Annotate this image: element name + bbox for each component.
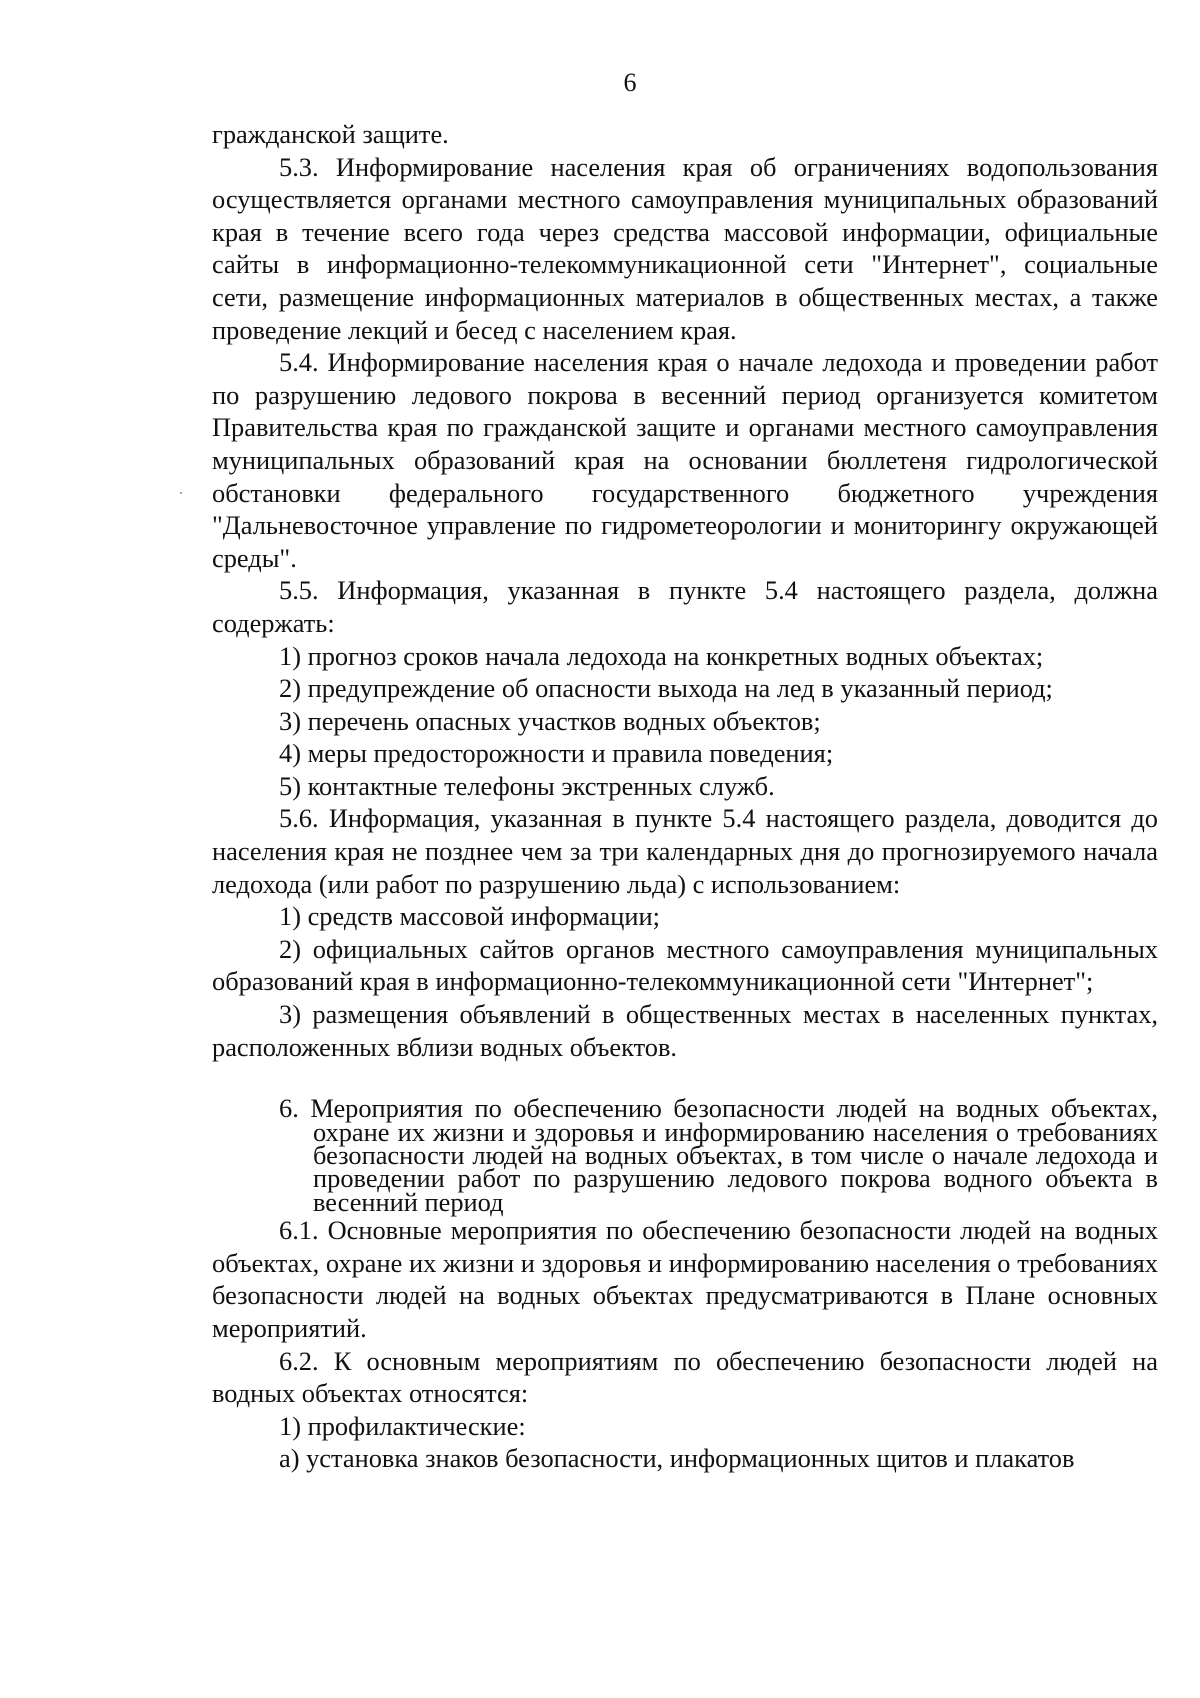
list-item-5-6-2: 2) официальных сайтов органов местного самоуправления муниципальных образований края в информационно-телекоммуникационной сети "Интернет"; <box>212 933 1158 997</box>
list-item-5-5-4: 4) меры предосторожности и правила поведения; <box>279 738 834 769</box>
list-item-6-2-1-a: а) установка знаков безопасности, информационных щитов и плакатов <box>279 1443 1075 1474</box>
scan-speck <box>180 492 182 494</box>
page-number: 6 <box>623 68 637 97</box>
paragraph-5-5: 5.5. Информация, указанная в пункте 5.4 настоящего раздела, должна содержать: <box>212 575 1158 638</box>
paragraph-6-1: 6.1. Основные мероприятия по обеспечению безопасности людей на водных объектах, охране их жизни и здоровья и информированию населения о требованиях безопасности людей на водных объектах предусматриваются в Плане основных мероприятий. <box>212 1215 1158 1344</box>
document-body <box>212 118 1158 1475</box>
paragraph-5-6: 5.6. Информация, указанная в пункте 5.4 настоящего раздела, доводится до населения края не позднее чем за три календарных дня до прогнозируемого начала ледохода (или работ по разрушению льда) с использованием: <box>212 803 1158 899</box>
list-item-5-6-3: 3) размещения объявлений в общественных местах в населенных пунктах, расположенных вблизи водных объектов. <box>212 999 1158 1062</box>
section-6-heading: 6. Мероприятия по обеспечению безопасности людей на водных объектах, охране их жизни и здоровья и информированию населения о требованиях безопасности людей на водных объектах, в том числе о начале ледохода и проведении работ по разрушению ледового покрова водного объекта в весенний период <box>279 1093 1158 1217</box>
paragraph-6-2: 6.2. К основным мероприятиям по обеспечению безопасности людей на водных объектах относятся: <box>212 1345 1158 1409</box>
section-spacer <box>212 1063 1158 1097</box>
list-item-5-5-2: 2) предупреждение об опасности выхода на лед в указанный период; <box>279 673 1053 704</box>
list-item-6-2-1: 1) профилактические: <box>279 1410 526 1441</box>
paragraph-5-3: 5.3. Информирование населения края об ограничениях водопользования осуществляется органами местного самоуправления муниципальных образований края в течение всего года через средства массовой информации, официальные сайты в информационно-телекоммуникационной сети "Интернет", социальные сети, размещение информационных материалов в общественных местах, а также проведение лекций и бесед с населением края. <box>212 151 1158 345</box>
paragraph-continuation: гражданской защите. <box>212 119 449 149</box>
list-item-5-5-1: 1) прогноз сроков начала ледохода на конкретных водных объектах; <box>279 640 1044 671</box>
paragraph-5-4: 5.4. Информирование населения края о начале ледохода и проведении работ по разрушению ледового покрова в весенний период организуется комитетом Правительства края по гражданской защите и органами местного самоуправления муниципальных образований края на основании бюллетеня гидрологической обстановки федерального государственного бюджетного учреждения "Дальневосточное управление по гидрометеорологии и мониторингу окружающей среды". <box>212 347 1158 573</box>
list-item-5-5-3: 3) перечень опасных участков водных объектов; <box>279 705 821 736</box>
list-item-5-6-1: 1) средств массовой информации; <box>279 901 660 932</box>
list-item-5-5-5: 5) контактные телефоны экстренных служб. <box>279 770 775 801</box>
